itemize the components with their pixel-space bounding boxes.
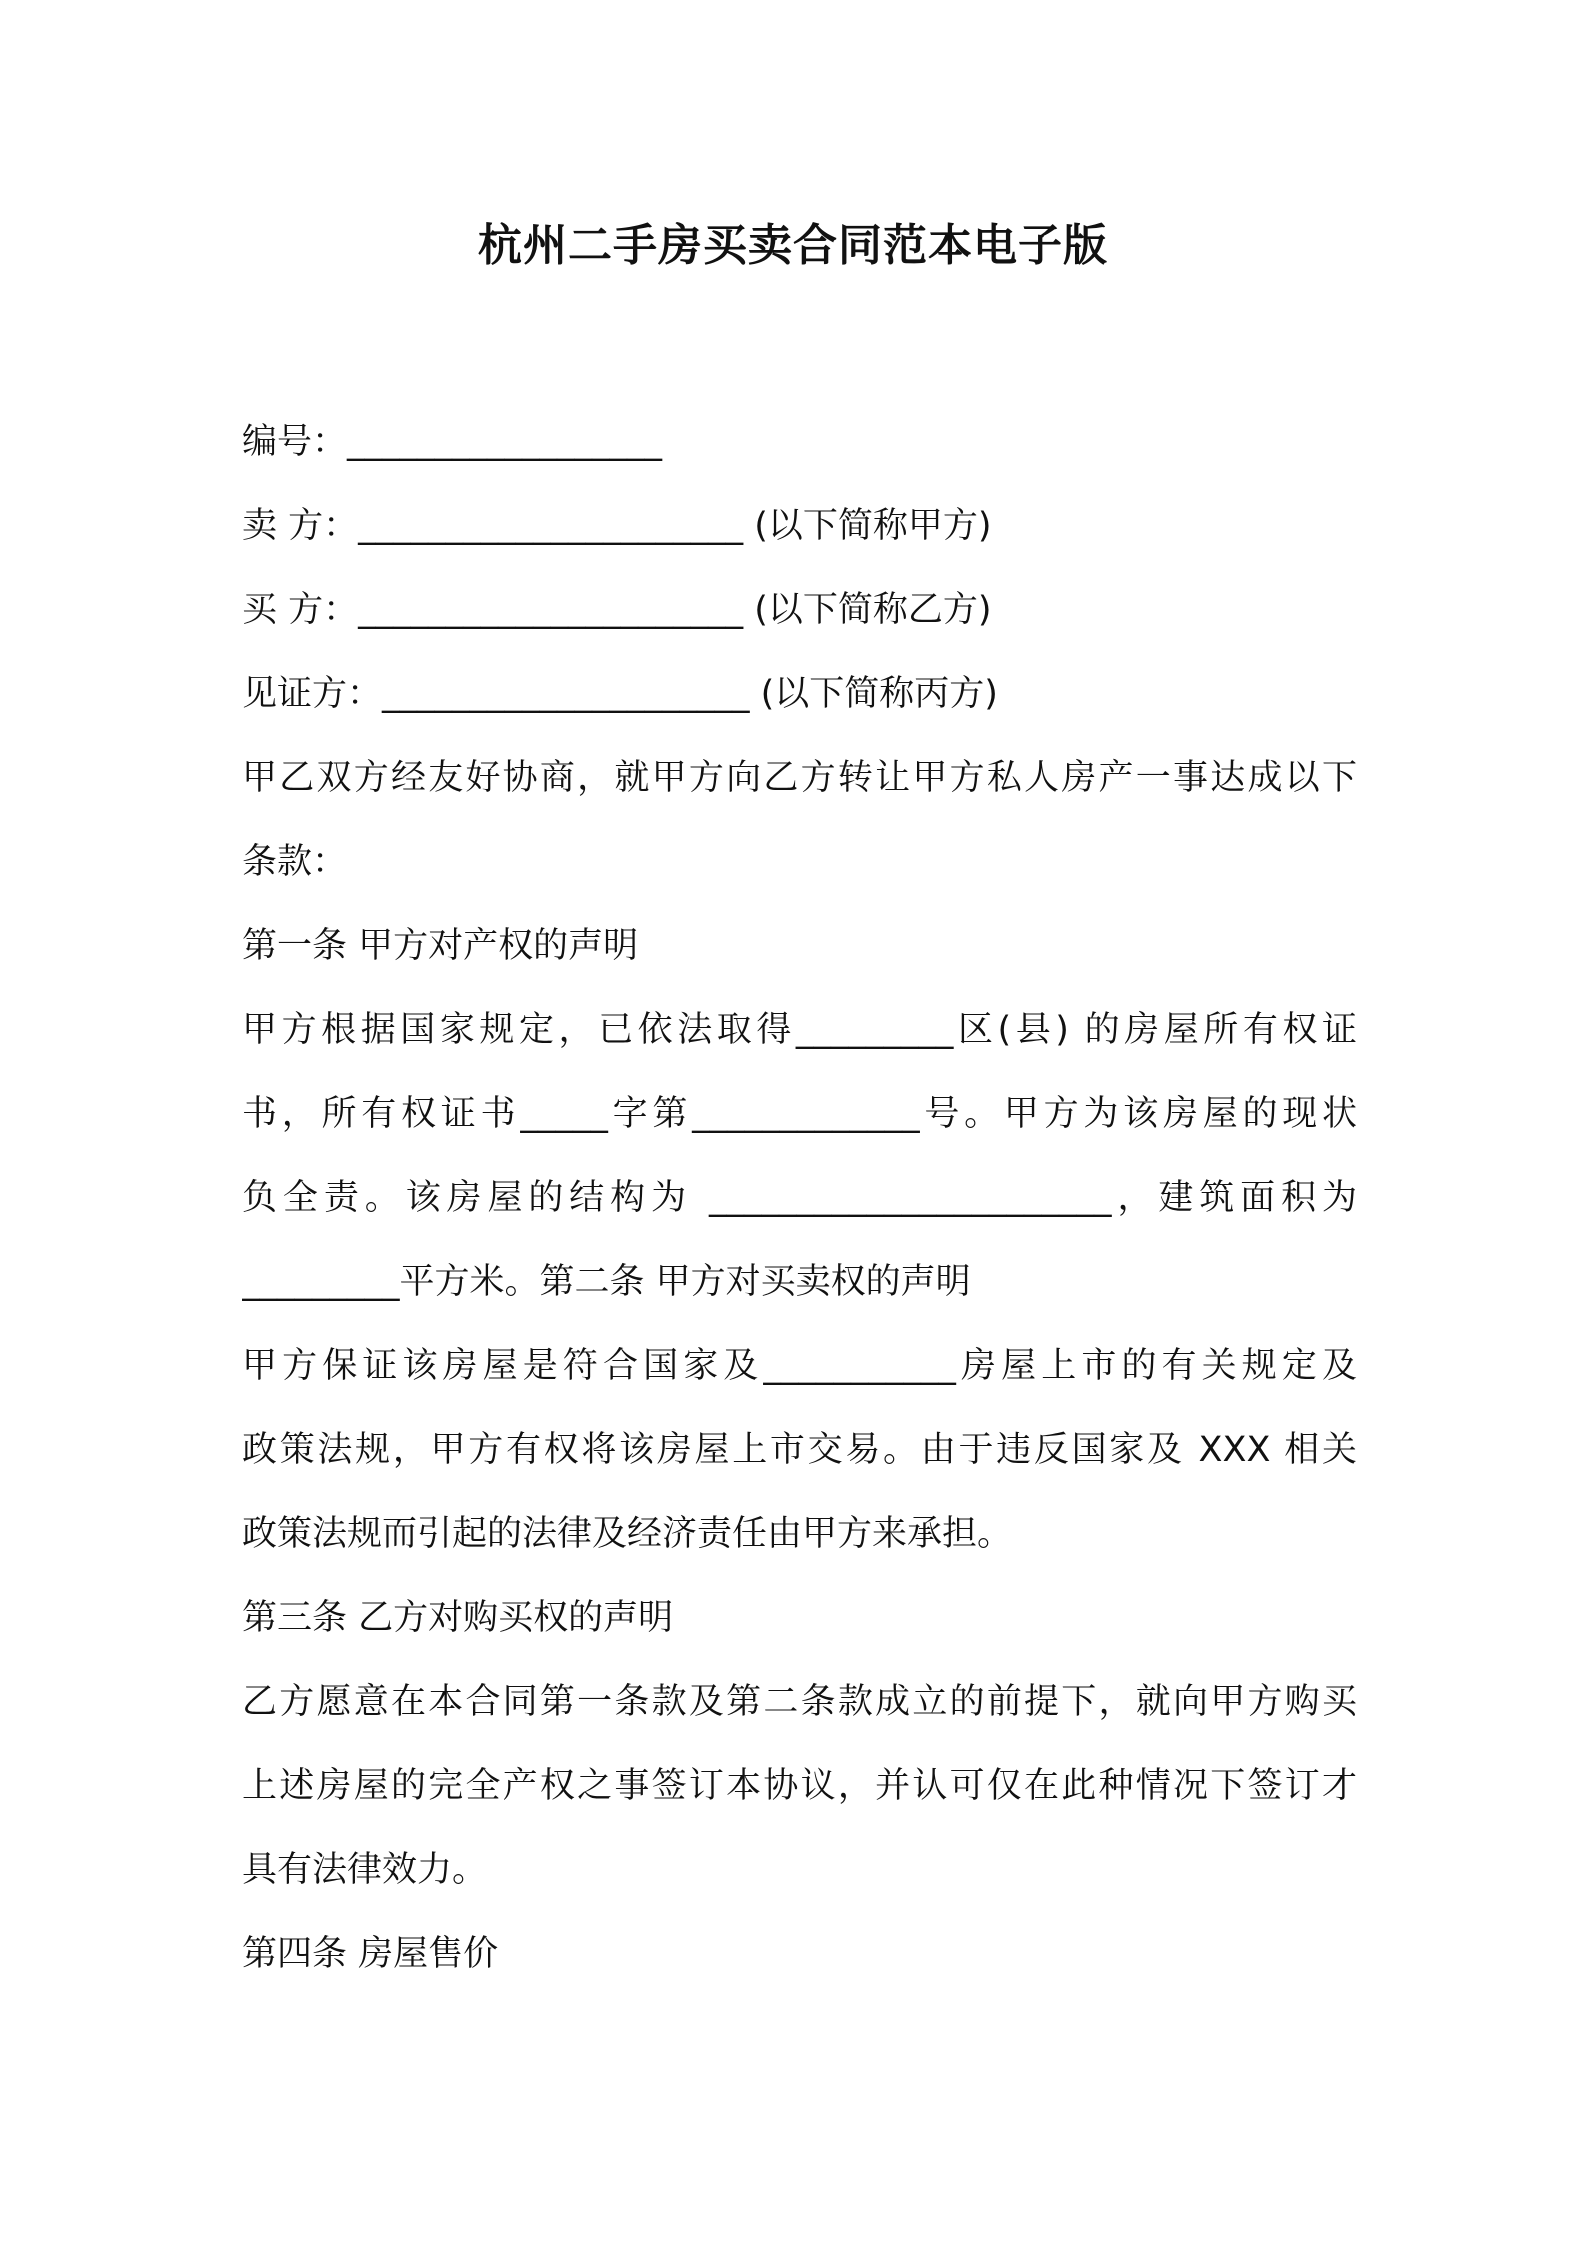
article-1-heading: 第一条 甲方对产权的声明 [242,926,639,966]
witness-line: 见证方：_____________________ (以下简称丙方) [242,674,998,714]
article-2-line-1: 甲方保证该房屋是符合国家及___________房屋上市的有关规定及 [242,1346,1357,1386]
article-4-heading: 第四条 房屋售价 [242,1934,499,1974]
article-1-line-1: 甲方根据国家规定，已依法取得_________区(县) 的房屋所有权证 [242,1010,1357,1050]
preamble-line-1: 甲乙双方经友好协商，就甲方向乙方转让甲方私人房产一事达成以下 [242,758,1357,798]
article-1-line-4-article-2-heading: _________平方米。第二条 甲方对买卖权的声明 [242,1262,971,1302]
article-3-line-1: 乙方愿意在本合同第一条款及第二条款成立的前提下，就向甲方购买 [242,1682,1357,1722]
document-title: 杭州二手房买卖合同范本电子版 [478,220,1108,271]
article-3-heading: 第三条 乙方对购买权的声明 [242,1598,674,1638]
article-2-line-3: 政策法规而引起的法律及经济责任由甲方来承担。 [242,1514,1013,1554]
article-1-line-2: 书，所有权证书_____字第_____________号。甲方为该房屋的现状 [242,1094,1357,1134]
article-3-line-3: 具有法律效力。 [242,1850,488,1890]
article-2-line-2: 政策法规，甲方有权将该房屋上市交易。由于违反国家及 XXX 相关 [242,1430,1357,1470]
contract-number-line: 编号：__________________ [242,422,663,462]
article-1-line-3: 负全责。该房屋的结构为 _______________________，建筑面积为 [242,1178,1357,1218]
document-body [242,400,1357,1996]
article-3-line-2: 上述房屋的完全产权之事签订本协议，并认可仅在此种情况下签订才 [242,1766,1357,1806]
buyer-line: 买 方：______________________ (以下简称乙方) [242,590,992,630]
seller-line: 卖 方：______________________ (以下简称甲方) [242,506,992,546]
preamble-line-2: 条款： [242,842,348,882]
